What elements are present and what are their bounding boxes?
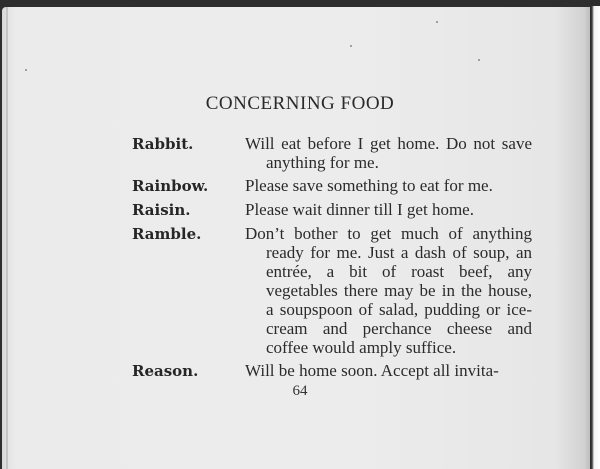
- entry-meaning: Don’t bother to get much of anything ready for me. Just a dash of soup, an entrée, a bit of roast beef, any vegetables there may be in the house, a soupspoon of salad, pudding or ice-cream and perchance cheese and coffee would amply suffice.: [245, 224, 532, 357]
- entry-row: [132, 224, 532, 357]
- entry-code: Raisin.: [132, 201, 191, 219]
- entry-meaning: Will eat before I get home. Do not save anything for me.: [245, 134, 532, 172]
- code-entries-list: [132, 134, 532, 385]
- entry-meaning: Please save something to eat for me.: [245, 176, 493, 195]
- paper-speck: [350, 45, 352, 47]
- paper-speck: [25, 69, 27, 71]
- entry-meaning: Will be home soon. Accept all invita-: [245, 361, 499, 380]
- entry-code: Rabbit.: [132, 135, 194, 153]
- entry-row: [132, 361, 532, 381]
- entry-row: [132, 200, 532, 220]
- page-number: 64: [292, 383, 308, 399]
- paper-speck: [478, 59, 480, 61]
- entry-meaning: Please wait dinner till I get home.: [245, 200, 474, 219]
- running-title: CONCERNING FOOD: [205, 93, 395, 114]
- entry-code: Reason.: [132, 362, 199, 380]
- entry-row: [132, 176, 532, 196]
- paper-speck: [436, 21, 438, 23]
- entry-row: [132, 134, 532, 172]
- entry-code: Ramble.: [132, 225, 202, 243]
- entry-code: Rainbow.: [132, 177, 209, 195]
